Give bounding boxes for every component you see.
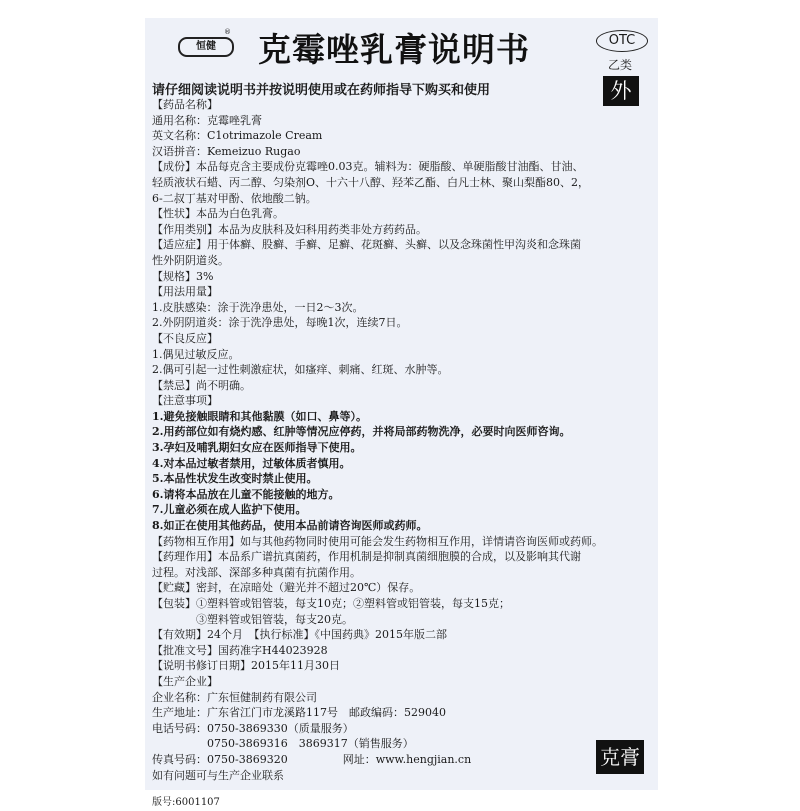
text-line: 过程。对浅部、深部多种真菌有抗菌作用。	[152, 565, 361, 579]
text-line: 2.偶可引起一过性刺激症状，如瘙痒、刺痛、红斑、水肿等。	[152, 363, 449, 377]
brand-logo: 恒健	[178, 37, 234, 57]
text-line: 轻质液状石蜡、丙二醇、匀染剂O、十六十八醇、羟苯乙酯、白凡士林、聚山梨酯80、2，	[152, 175, 590, 189]
text-line: 【生产企业】	[152, 674, 218, 688]
leaflet-body	[152, 97, 652, 811]
text-line: 【药理作用】本品系广谱抗真菌药，作用机制是抑制真菌细胞膜的合成，以及影响其代谢	[152, 550, 581, 564]
text-line: 5.本品性状发生改变时禁止使用。	[152, 472, 318, 486]
text-line: 6-二叔丁基对甲酚、依地酸二钠。	[152, 191, 317, 205]
external-use-badge: 外	[603, 76, 639, 106]
text-line: 【有效期】24个月 【执行标准】《中国药典》2015年版二部	[152, 628, 447, 642]
text-line: 汉语拼音：Kemeizuo Rugao	[152, 144, 301, 158]
text-line: ③塑料管或铝管装，每支20克。	[152, 612, 353, 626]
text-line: 【用法用量】	[152, 285, 218, 299]
text-line: 【说明书修订日期】2015年11月30日	[152, 659, 340, 673]
text-line: 英文名称：C1otrimazole Cream	[152, 129, 323, 143]
text-line: 如有问题可与生产企业联系	[152, 768, 284, 782]
text-line: 0750-3869316 3869317（销售服务）	[152, 737, 414, 751]
text-line: 8.如正在使用其他药品，使用本品前请咨询医师或药师。	[152, 519, 428, 533]
text-line: 【不良反应】	[152, 331, 218, 345]
text-line: 性外阴阴道炎。	[152, 253, 229, 267]
product-tag: 克膏	[596, 740, 644, 774]
text-line: 【禁忌】尚不明确。	[152, 378, 251, 392]
text-line: 【性状】本品为白色乳膏。	[152, 207, 284, 221]
version-number: 版号:6001107	[152, 797, 220, 809]
otc-badge: OTC	[596, 30, 648, 52]
text-line: 通用名称：克霉唑乳膏	[152, 113, 262, 127]
text-line: 【作用类别】本品为皮肤科及妇科用药类非处方药药品。	[152, 222, 427, 236]
text-line: 【注意事项】	[152, 394, 218, 408]
text-line: 【成份】本品每克含主要成份克霉唑0.03克。辅料为：硬脂酸、单硬脂酸甘油酯、甘油、	[152, 160, 584, 174]
text-line: 【包装】①塑料管或铝管装，每支10克；②塑料管或铝管装，每支15克；	[152, 597, 510, 610]
registered-mark: ®	[224, 28, 231, 36]
usage-notice: 请仔细阅读说明书并按说明使用或在药师指导下购买和使用	[152, 83, 491, 98]
text-line: 企业名称：广东恒健制药有限公司	[152, 690, 317, 704]
text-line: 【批准文号】国药准字H44023928	[152, 643, 328, 657]
text-line: 【药物相互作用】如与其他药物同时使用可能会发生药物相互作用，详情请咨询医师或药师。	[152, 534, 603, 548]
text-line: 【贮藏】密封，在凉暗处（避光并不超过20℃）保存。	[152, 581, 421, 595]
text-line: 2.外阴阴道炎：涂于洗净患处，每晚1次，连续7日。	[152, 316, 408, 330]
text-line: 7.儿童必须在成人监护下使用。	[152, 503, 307, 517]
text-line: 2.用药部位如有烧灼感、红肿等情况应停药，并将局部药物洗净，必要时向医师咨询。	[152, 425, 571, 439]
text-line: 4.对本品过敏者禁用，过敏体质者慎用。	[152, 456, 351, 470]
text-line: 【适应症】用于体癣、股癣、手癣、足癣、花斑癣、头癣、以及念珠菌性甲沟炎和念珠菌	[152, 238, 581, 252]
page-title: 克霉唑乳膏说明书	[258, 30, 530, 69]
text-line: 电话号码：0750-3869330（质量服务）	[152, 721, 354, 735]
text-line: 6.请将本品放在儿童不能接触的地方。	[152, 487, 340, 501]
text-line: 传真号码：0750-3869320 网址：www.hengjian.cn	[152, 752, 472, 766]
text-line: 【规格】3%	[152, 269, 214, 283]
otc-class-label: 乙类	[608, 58, 633, 72]
text-line: 1.偶见过敏反应。	[152, 347, 240, 361]
text-line: 【药品名称】	[152, 98, 218, 111]
text-line: 3.孕妇及哺乳期妇女应在医师指导下使用。	[152, 441, 362, 455]
text-line: 1.皮肤感染：涂于洗净患处，一日2～3次。	[152, 300, 364, 314]
text-line: 1.避免接触眼睛和其他黏膜（如口、鼻等）。	[152, 409, 367, 423]
text-line: 生产地址：广东省江门市龙溪路117号 邮政编码：529040	[152, 706, 446, 720]
